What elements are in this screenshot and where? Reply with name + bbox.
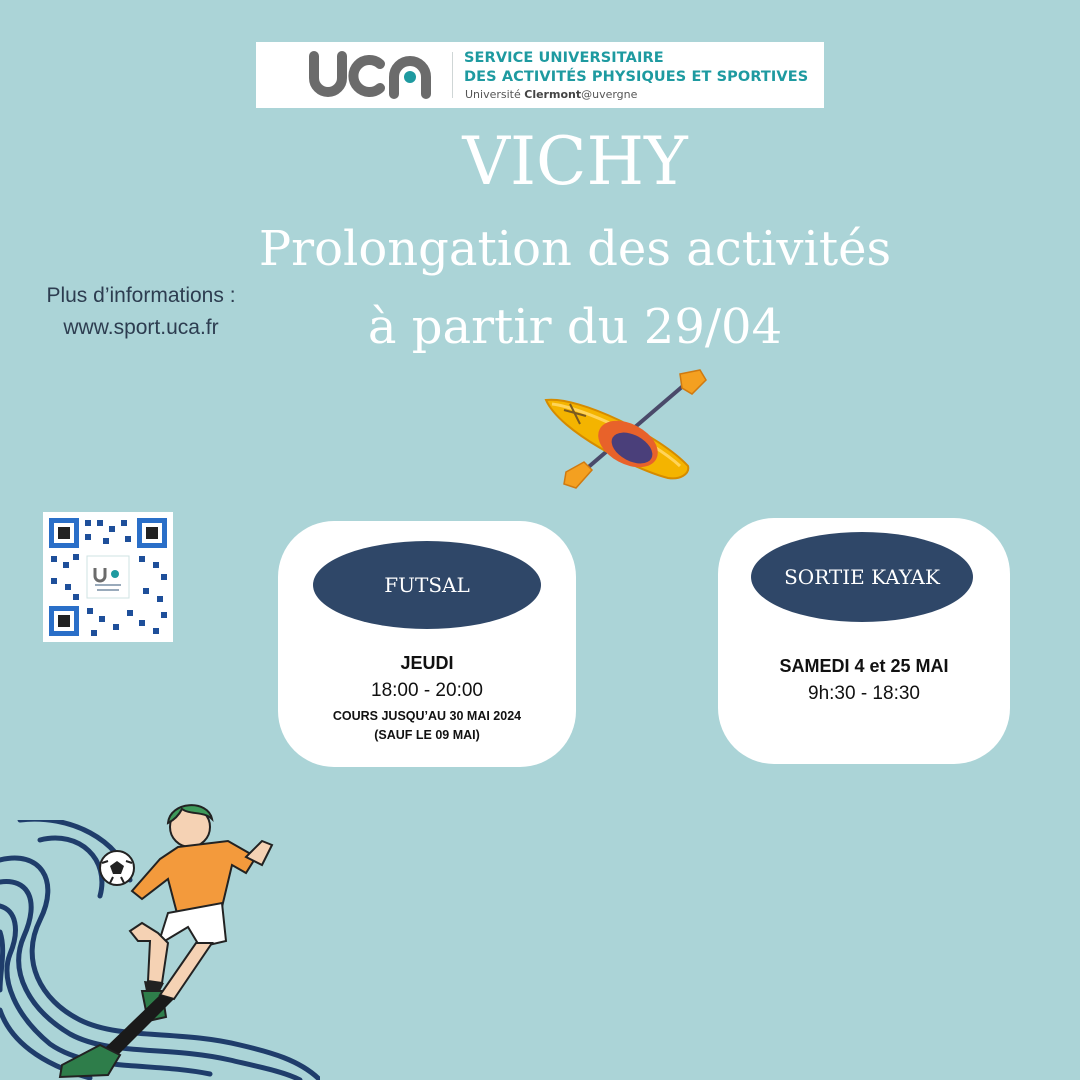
futsal-note-line1: COURS JUSQU’AU 30 MAI 2024 [332,709,522,723]
futsal-day: JEUDI [400,653,454,673]
qr-code-graphic [43,512,173,642]
kayak-card [718,518,1010,764]
futsal-note-line2: (SAUF LE 09 MAI) [374,728,480,742]
logo-university-line [465,88,637,101]
info-label: Plus d’informations : [46,284,236,307]
kayak-illustration-icon [540,366,710,492]
kayak-time: 9h:30 - 18:30 [808,683,920,704]
logo-banner [256,42,824,108]
logo-university-prefix: Université [465,88,525,101]
page-title: VICHY [462,123,688,200]
logo-service-line1: SERVICE UNIVERSITAIRE [464,50,664,66]
futsal-activity-pill: FUTSAL [313,541,541,629]
logo-separator [452,52,453,98]
logo-service-line2: DES ACTIVITÉS PHYSIQUES ET SPORTIVES [464,69,809,85]
kayak-day: SAMEDI 4 et 25 MAI [779,656,949,676]
futsal-time: 18:00 - 20:00 [371,680,483,701]
qr-code-icon[interactable] [43,512,173,642]
footballer-illustration-icon [50,795,290,1080]
logo-university-bold: Clermont [524,88,582,101]
uca-logo-icon [306,50,442,100]
subtitle-line1: Prolongation des activités [258,221,892,277]
subtitle-line2: à partir du 29/04 [367,299,783,355]
soccer-ball-icon [100,851,134,885]
futsal-card [278,521,576,767]
kayak-activity-pill: SORTIE KAYAK [751,532,973,622]
info-url-link[interactable]: www.sport.uca.fr [63,316,219,339]
logo-university-suffix: @uvergne [581,88,638,101]
